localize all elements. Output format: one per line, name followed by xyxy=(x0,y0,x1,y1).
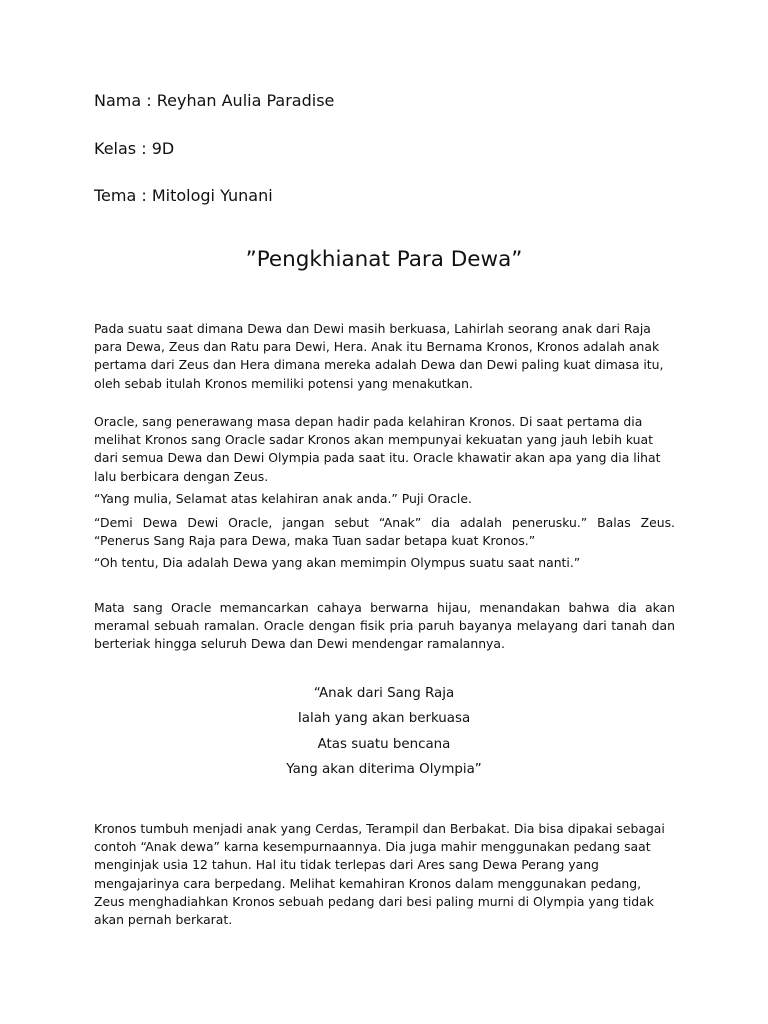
story-title: ”Pengkhianat Para Dewa” xyxy=(245,247,523,272)
paragraph-line: “Yang mulia, Selamat atas kelahiran anak anda.” Puji Oracle. xyxy=(94,491,472,506)
dialogue-oracle-1 xyxy=(94,490,675,508)
paragraph-line: pertama dari Zeus dan Hera dimana mereka adalah Dewa dan Dewi paling kuat dimasa itu, xyxy=(94,357,664,373)
paragraph-line: “Penerus Sang Raja para Dewa, maka Tuan sadar betapa kuat Kronos.” xyxy=(94,533,536,549)
student-name-line: Nama : Reyhan Aulia Paradise xyxy=(94,91,335,110)
paragraph-line: dari semua Dewa dan Dewi Olympia pada saat itu. Oracle khawatir akan apa yang dia lihat xyxy=(94,450,661,466)
paragraph-7 xyxy=(94,820,675,929)
paragraph-line: “Demi Dewa Dewi Oracle, jangan sebut “Anak” dia adalah penerusku.” Balas Zeus. xyxy=(94,515,675,530)
paragraph-line: berteriak hingga seluruh Dewa dan Dewi mendengar ramalannya. xyxy=(94,636,505,652)
paragraph-line: Oracle, sang penerawang masa depan hadir pada kelahiran Kronos. Di saat pertama dia xyxy=(94,414,643,429)
paragraph-1 xyxy=(94,320,675,393)
poem-line: “Anak dari Sang Raja xyxy=(313,686,455,701)
poem-line: Ialah yang akan berkuasa xyxy=(297,711,471,727)
dialogue-zeus-2 xyxy=(94,554,675,572)
paragraph-2 xyxy=(94,413,675,486)
paragraph-line: para Dewa, Zeus dan Ratu para Dewi, Hera. Anak itu Bernama Kronos, Kronos adalah anak xyxy=(94,339,660,355)
paragraph-line: mengajarinya cara berpedang. Melihat kemahiran Kronos dalam menggunakan pedang, xyxy=(94,875,642,891)
class-line: Kelas : 9D xyxy=(94,139,175,158)
poem-line: Yang akan diterima Olympia” xyxy=(286,761,482,777)
paragraph-line: Pada suatu saat dimana Dewa dan Dewi masih berkuasa, Lahirlah seorang anak dari Raja xyxy=(94,321,651,336)
paragraph-line: oleh sebab itulah Kronos memiliki potensi yang menakutkan. xyxy=(94,375,473,391)
paragraph-6 xyxy=(94,599,675,654)
paragraph-line: Zeus menghadiahkan Kronos sebuah pedang dari besi paling murni di Olympia yang tidak xyxy=(94,893,654,909)
paragraph-line: melihat Kronos sang Oracle sadar Kronos akan mempunyai kekuatan yang jauh lebih kuat xyxy=(94,432,653,448)
paragraph-line: “Oh tentu, Dia adalah Dewa yang akan memimpin Olympus suatu saat nanti.” xyxy=(94,555,581,570)
paragraph-line: meramal sebuah ramalan. Oracle dengan fisik pria paruh bayanya melayang dari tanah dan xyxy=(94,618,675,634)
prophecy-poem xyxy=(0,681,768,782)
paragraph-line: menginjak usia 12 tahun. Hal itu tidak terlepas dari Ares sang Dewa Perang yang xyxy=(94,857,599,873)
poem-line: Atas suatu bencana xyxy=(317,736,451,752)
paragraph-line: akan pernah berkarat. xyxy=(94,912,233,928)
paragraph-line: Mata sang Oracle memancarkan cahaya berwarna hijau, menandakan bahwa dia akan xyxy=(94,600,675,615)
paragraph-line: Kronos tumbuh menjadi anak yang Cerdas, Terampil dan Berbakat. Dia bisa dipakai sebagai xyxy=(94,821,665,836)
theme-line: Tema : Mitologi Yunani xyxy=(94,186,273,205)
dialogue-zeus-oracle xyxy=(94,514,675,550)
paragraph-line: contoh “Anak dewa” karna kesempurnaannya. Dia juga mahir menggunakan pedang saat xyxy=(94,839,651,855)
paragraph-line: lalu berbicara dengan Zeus. xyxy=(94,468,269,484)
